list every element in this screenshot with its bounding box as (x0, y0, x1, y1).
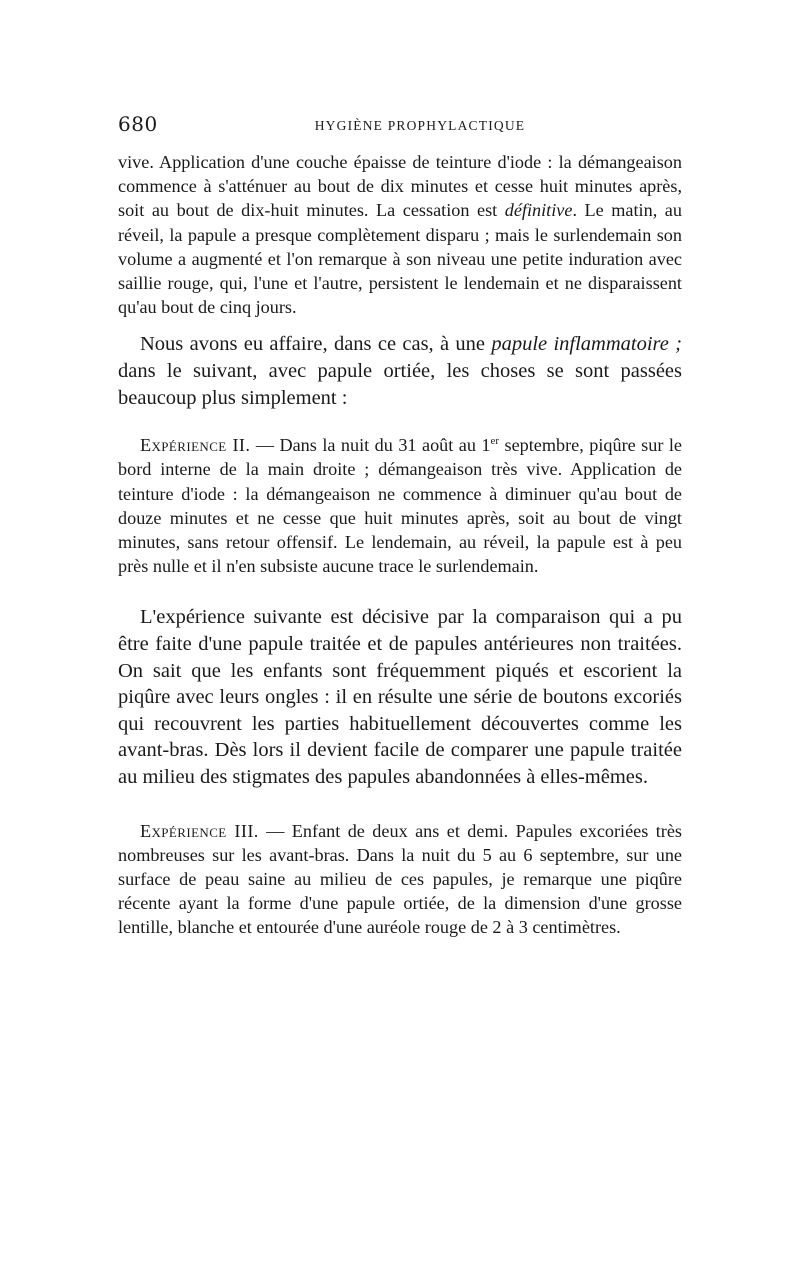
experience-3-paragraph: Expérience III. — Enfant de deux ans et demi. Papules excoriées très nombreuses sur les avant-bras. Dans la nuit du 5 au 6 septembre, sur une surface de peau saine au milieu de ces papules, je remarque une piqûre récente ayant la forme d'une papule ortiée, de la dimension d'une grosse lentille, blanche et entourée d'une auréole rouge de 2 à 3 centimètres. (118, 820, 682, 938)
page-number: 680 (118, 112, 158, 136)
experience-2-paragraph: Expérience II. — Dans la nuit du 31 août au 1er septembre, piqûre sur le bord interne de la main droite ; démangeaison très vive. Application de teinture d'iode : la démangeaison ne commence à diminuer qu'au bout de douze minutes et ne cesse que huit minutes après, soit au bout de vingt minutes, sans retour offensif. Le lendemain, au réveil, la papule est à peu près nulle et il n'en subsiste aucune trace le surlendemain. (118, 435, 683, 577)
paragraph-experience-decisive: L'expérience suivante est décisive par la comparaison qui a pu être faite d'une papule traitée et de papules antérieures non traitées. On sait que les enfants sont fréquemment piqués et escorient la piqûre avec leurs ongles : il en résulte une série de boutons excoriés qui recouvrent les parties habituellement découvertes comme les avant-bras. Dès lors il devient facile de comparer une papule traitée au milieu des stigmates des papules abandonnées à elles-mêmes. (118, 606, 682, 788)
experience-3-label: Expérience III. (140, 820, 259, 841)
book-page (118, 112, 682, 940)
emphasis-papule-inflammatoire: papule inflammatoire ; (491, 333, 682, 356)
running-head: HYGIÈNE PROPHYLACTIQUE (314, 118, 526, 133)
emphasis-definitive: définitive (504, 200, 573, 221)
paragraph-continuation: vive. Application d'une couche épaisse de teinture d'iode : la démangeaison commence à s'atténuer au bout de dix minutes et cesse huit minutes après, soit au bout de dix-huit minutes. La cessation est définitive. Le matin, au réveil, la papule a presque complètement disparu ; mais le surlendemain son volume a augmenté et l'on remarque à son niveau une petite induration avec saillie rouge, qui, l'une et l'autre, persistent le lendemain et ne disparaissent qu'au bout de cinq jours. (118, 152, 682, 318)
paragraph-papule-inflammatoire: Nous avons eu affaire, dans ce cas, à une papule inflammatoire ; dans le suivant, avec papule ortiée, les choses se sont passées beaucoup plus simplement : (118, 333, 682, 409)
superscript-er: er (490, 435, 500, 448)
experience-2-label: Expérience II. (140, 435, 251, 456)
page-header (118, 112, 682, 142)
